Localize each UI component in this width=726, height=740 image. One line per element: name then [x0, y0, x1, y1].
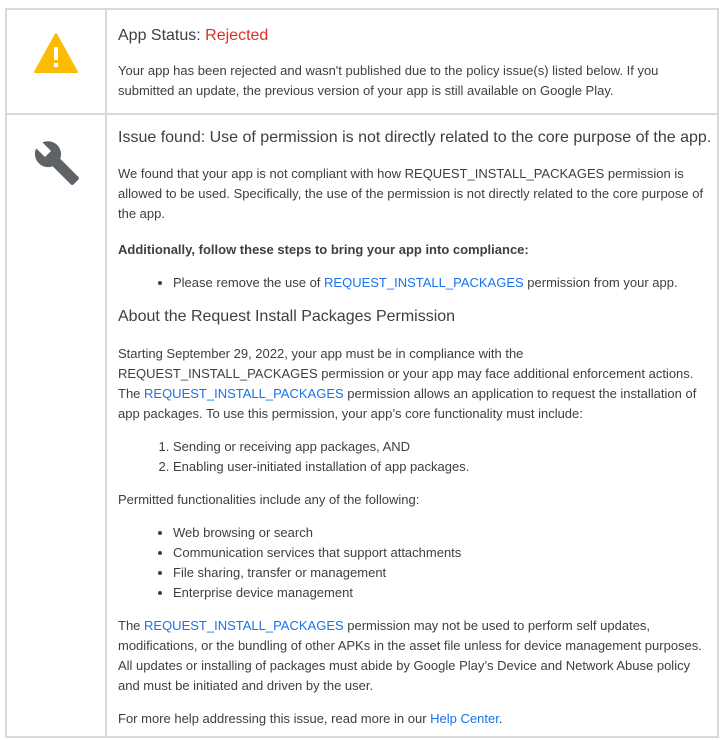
core-functionality-list — [118, 437, 726, 477]
steps-heading: Additionally, follow these steps to bring your app into compliance: — [118, 242, 529, 257]
status-value: Rejected — [205, 27, 269, 44]
permitted-item: • Web browsing or search — [173, 523, 726, 543]
status-row — [7, 10, 717, 115]
about-paragraph-2: The REQUEST_INSTALL_PACKAGES permission may not be used to perform self updates, modifications, or the bundling of other APKs in the asset file unless for device management purposes. All updates or installing of packages must abide by Google Play’s Device and Network Abuse policy and must be initiated and driven by the user. — [118, 618, 702, 693]
core-item: 1. Sending or receiving app packages, AND — [173, 437, 726, 457]
step-item: • Please remove the use of REQUEST_INSTALL_PACKAGES permission from your app. — [173, 273, 726, 293]
help-center-link[interactable]: Help Center — [430, 711, 499, 726]
status-label: App Status: — [118, 27, 201, 44]
status-icon-cell — [7, 10, 107, 113]
request-install-packages-link[interactable]: REQUEST_INSTALL_PACKAGES — [144, 618, 344, 633]
permitted-item: • File sharing, transfer or management — [173, 563, 726, 583]
permitted-item: • Enterprise device management — [173, 583, 726, 603]
issue-title: Issue found: Use of permission is not directly related to the core purpose of the app. — [118, 129, 712, 146]
steps-list — [118, 273, 726, 293]
status-title — [118, 27, 268, 45]
about-paragraph-1: Starting September 29, 2022, your app must be in compliance with the REQUEST_INSTALL_PACKAGES permission or your app may face additional enforcement actions. The REQUEST_INSTALL_PACKAGES permission allows an application to request the installation of app packages. To use this permission, your app’s core functionality must include: — [118, 346, 697, 421]
issue-description: We found that your app is not compliant with how REQUEST_INSTALL_PACKAGES permission is allowed to be used. Specifically, the use of the permission is not directly related to the core purpose of the app. — [118, 166, 704, 221]
issue-icon-cell — [7, 115, 107, 736]
permitted-list — [118, 523, 726, 603]
issue-row — [7, 115, 717, 736]
warning-icon — [33, 32, 79, 74]
request-install-packages-link[interactable]: REQUEST_INSTALL_PACKAGES — [324, 275, 524, 290]
core-item: 2. Enabling user-initiated installation of app packages. — [173, 457, 726, 477]
wrench-icon — [33, 139, 81, 187]
request-install-packages-link[interactable]: REQUEST_INSTALL_PACKAGES — [144, 386, 344, 401]
status-description: Your app has been rejected and wasn't published due to the policy issue(s) listed below. If you submitted an update, the previous version of your app is still available on Google Play. — [118, 63, 659, 98]
permitted-heading: Permitted functionalities include any of the following: — [118, 492, 420, 507]
permitted-item: • Communication services that support attachments — [173, 543, 726, 563]
help-line: For more help addressing this issue, read more in our Help Center. — [118, 711, 503, 726]
policy-notice-table — [5, 8, 719, 738]
about-title: About the Request Install Packages Permission — [118, 308, 456, 325]
